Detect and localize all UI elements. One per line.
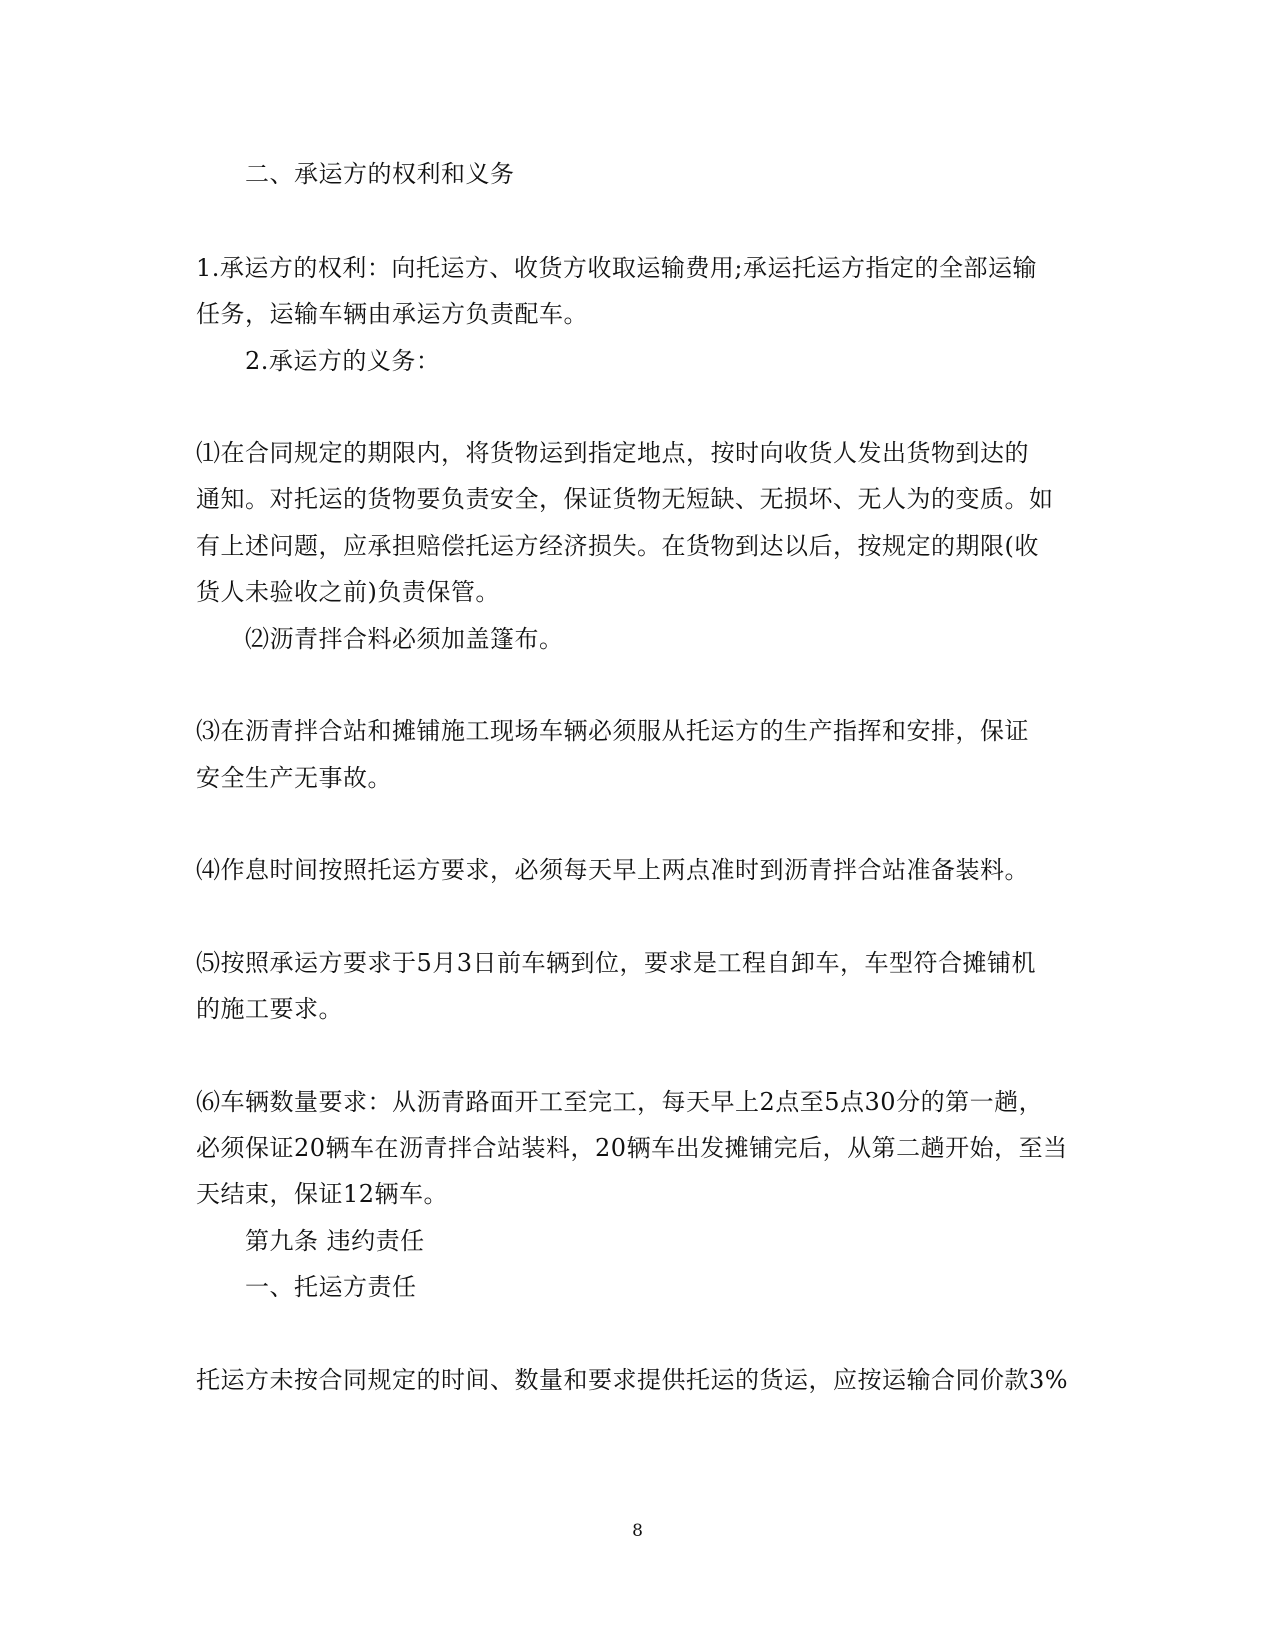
duty-1-line-2: 通知。对托运的货物要负责安全，保证货物无短缺、无损坏、无人为的变质。如 bbox=[196, 485, 1054, 513]
page-number: 8 bbox=[632, 1521, 643, 1541]
carrier-duties-heading: 2.承运方的义务： bbox=[245, 347, 441, 375]
duty-3-line-1: ⑶在沥青拌合站和摊铺施工现场车辆必须服从托运方的生产指挥和安排，保证 bbox=[196, 717, 1029, 745]
section-heading: 二、承运方的权利和义务 bbox=[245, 160, 515, 188]
carrier-rights-line-2: 任务，运输车辆由承运方负责配车。 bbox=[196, 300, 588, 328]
duty-6-line-2: 必须保证20辆车在沥青拌合站装料，20辆车出发摊铺完后，从第二趟开始，至当 bbox=[196, 1134, 1068, 1162]
carrier-rights-line-1: 1.承运方的权利：向托运方、收货方收取运输费用;承运托运方指定的全部运输 bbox=[196, 254, 1037, 282]
article-nine-heading: 第九条 违约责任 bbox=[245, 1227, 425, 1255]
duty-1-line-1: ⑴在合同规定的期限内，将货物运到指定地点，按时向收货人发出货物到达的 bbox=[196, 439, 1029, 467]
shipper-liability-heading: 一、托运方责任 bbox=[245, 1273, 417, 1301]
shipper-liability-text: 托运方未按合同规定的时间、数量和要求提供托运的货运，应按运输合同价款3% bbox=[196, 1366, 1069, 1394]
duty-5-line-1: ⑸按照承运方要求于5月3日前车辆到位，要求是工程自卸车，车型符合摊铺机 bbox=[196, 949, 1037, 977]
duty-6-line-3: 天结束，保证12辆车。 bbox=[196, 1180, 449, 1208]
duty-6-line-1: ⑹车辆数量要求：从沥青路面开工至完工，每天早上2点至5点30分的第一趟， bbox=[196, 1088, 1044, 1116]
duty-5-line-2: 的施工要求。 bbox=[196, 995, 343, 1023]
duty-4: ⑷作息时间按照托运方要求，必须每天早上两点准时到沥青拌合站准备装料。 bbox=[196, 856, 1029, 884]
duty-2: ⑵沥青拌合料必须加盖篷布。 bbox=[245, 625, 564, 653]
duty-3-line-2: 安全生产无事故。 bbox=[196, 764, 392, 792]
duty-1-line-4: 货人未验收之前)负责保管。 bbox=[196, 578, 500, 606]
duty-1-line-3: 有上述问题，应承担赔偿托运方经济损失。在货物到达以后，按规定的期限(收 bbox=[196, 532, 1039, 560]
